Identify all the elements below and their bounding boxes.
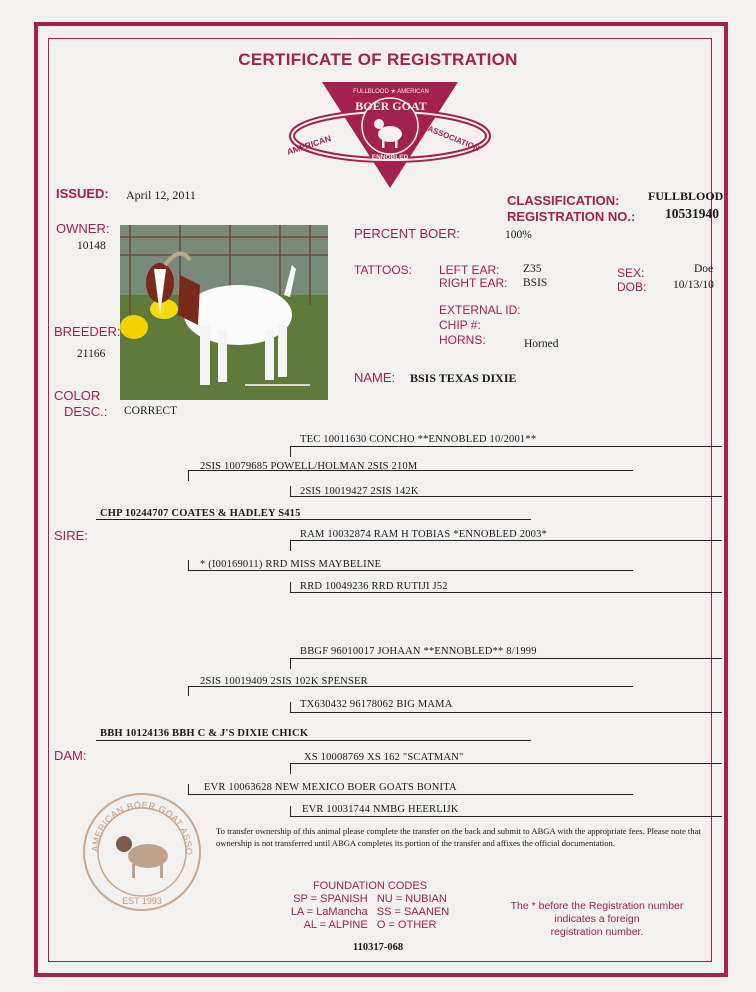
dam-name: BBH 10124136 BBH C & J'S DIXIE CHICK bbox=[100, 728, 309, 739]
animal-name: BSIS TEXAS DIXIE bbox=[410, 371, 517, 385]
foundation-title: FOUNDATION CODES bbox=[312, 880, 428, 892]
sire-label: SIRE: bbox=[54, 528, 88, 543]
dob-value: 10/13/10 bbox=[673, 279, 714, 291]
logo-bottom-text: ENNOBLED bbox=[371, 154, 409, 161]
serial-number: 110317-068 bbox=[352, 942, 404, 953]
foreign-note-line3: registration number. bbox=[550, 926, 644, 938]
right-ear-value: BSIS bbox=[523, 277, 548, 289]
dam-dam-sire: XS 10008769 XS 162 "SCATMAN" bbox=[304, 752, 464, 763]
dam-label: DAM: bbox=[54, 748, 87, 763]
sire-sire: 2SIS 10079685 POWELL/HOLMAN 2SIS 210M bbox=[200, 461, 418, 472]
external-id-label: EXTERNAL ID: bbox=[439, 303, 521, 317]
name-label: NAME: bbox=[354, 370, 396, 385]
percent-boer-value: 100% bbox=[505, 229, 532, 241]
classification-value: FULLBLOOD bbox=[648, 189, 724, 203]
logo-right-text: ASSOCIATION bbox=[426, 124, 481, 153]
tattoos-label: TATTOOS: bbox=[354, 263, 413, 277]
sire-sire-sire: TEC 10011630 CONCHO **ENNOBLED 10/2001** bbox=[300, 434, 537, 445]
foreign-note-line1: The * before the Registration number bbox=[510, 900, 684, 912]
classification-label: CLASSIFICATION: bbox=[507, 193, 620, 208]
registration-label: REGISTRATION NO.: bbox=[507, 209, 636, 224]
sire-dam-sire: RAM 10032874 RAM H TOBIAS *ENNOBLED 2003* bbox=[300, 529, 547, 540]
color-desc-label-line2: DESC.: bbox=[64, 404, 108, 419]
issued-date: April 12, 2011 bbox=[126, 188, 196, 202]
horns-label: HORNS: bbox=[439, 333, 486, 347]
sex-value: Doe bbox=[694, 263, 714, 275]
sire-name: CHP 10244707 COATES & HADLEY S415 bbox=[100, 508, 301, 519]
logo-left-text: AMERICAN bbox=[285, 133, 333, 157]
dam-dam-dam: EVR 10031744 NMBG HEERLIJK bbox=[302, 804, 459, 815]
left-ear-label: LEFT EAR: bbox=[439, 263, 500, 277]
breeder-label: BREEDER: bbox=[54, 324, 121, 339]
dam-sire-sire: BBGF 96010017 JOHAAN **ENNOBLED** 8/1999 bbox=[300, 646, 537, 657]
left-ear-value: Z35 bbox=[523, 263, 542, 275]
sire-dam: * (I00169011) RRD MISS MAYBELINE bbox=[200, 559, 382, 570]
dam-sire: 2SIS 10019409 2SIS 102K SPENSER bbox=[200, 676, 368, 687]
foundation-row-2: LA = LaMancha SS = SAANEN bbox=[290, 906, 450, 918]
right-ear-label: RIGHT EAR: bbox=[439, 276, 508, 290]
color-desc-value: CORRECT bbox=[124, 405, 178, 417]
logo-main-text: BOER GOAT bbox=[355, 99, 427, 113]
issued-label: ISSUED: bbox=[56, 186, 109, 201]
breeder-value: 21166 bbox=[77, 348, 106, 360]
dam-dam: EVR 10063628 NEW MEXICO BOER GOATS BONITA bbox=[204, 782, 457, 793]
sire-dam-dam: RRD 10049236 RRD RUTIJI J52 bbox=[300, 581, 448, 592]
seal-ring-text: AMERICAN BOER GOAT ASSO bbox=[89, 799, 195, 856]
dam-sire-dam: TX630432 96178062 BIG MAMA bbox=[300, 699, 453, 710]
color-desc-label-line1: COLOR bbox=[54, 388, 101, 403]
foundation-row-1: SP = SPANISH NU = NUBIAN bbox=[293, 893, 447, 905]
seal-goat-icon bbox=[116, 836, 168, 878]
owner-value: 10148 bbox=[77, 240, 106, 252]
certificate-title: CERTIFICATE OF REGISTRATION bbox=[238, 50, 518, 69]
chip-label: CHIP #: bbox=[439, 318, 481, 332]
registration-number: 10531940 bbox=[665, 206, 719, 221]
horns-value: Horned bbox=[524, 338, 559, 350]
sire-sire-dam: 2SIS 10019427 2SIS 142K bbox=[300, 486, 419, 497]
seal-est: EST 1993 bbox=[122, 896, 162, 906]
foreign-note-line2: indicates a foreign bbox=[554, 913, 640, 925]
transfer-note: To transfer ownership of this animal please complete the transfer on the back and submit to ABGA with the appropriate fees. Please note that ownership is not transferred until ABGA completes its portion of the transfer and affixes the official documentation. bbox=[216, 826, 701, 848]
logo-top-text: FULLBLOOD ★ AMERICAN bbox=[353, 89, 429, 95]
percent-boer-label: PERCENT BOER: bbox=[354, 226, 460, 241]
foundation-row-3: AL = ALPINE O = OTHER bbox=[303, 919, 437, 931]
sex-label: SEX: bbox=[617, 266, 645, 280]
goat-photo bbox=[120, 225, 328, 400]
association-seal bbox=[80, 790, 204, 914]
dob-label: DOB: bbox=[617, 280, 647, 294]
abga-logo bbox=[286, 76, 496, 194]
owner-label: OWNER: bbox=[56, 221, 110, 236]
